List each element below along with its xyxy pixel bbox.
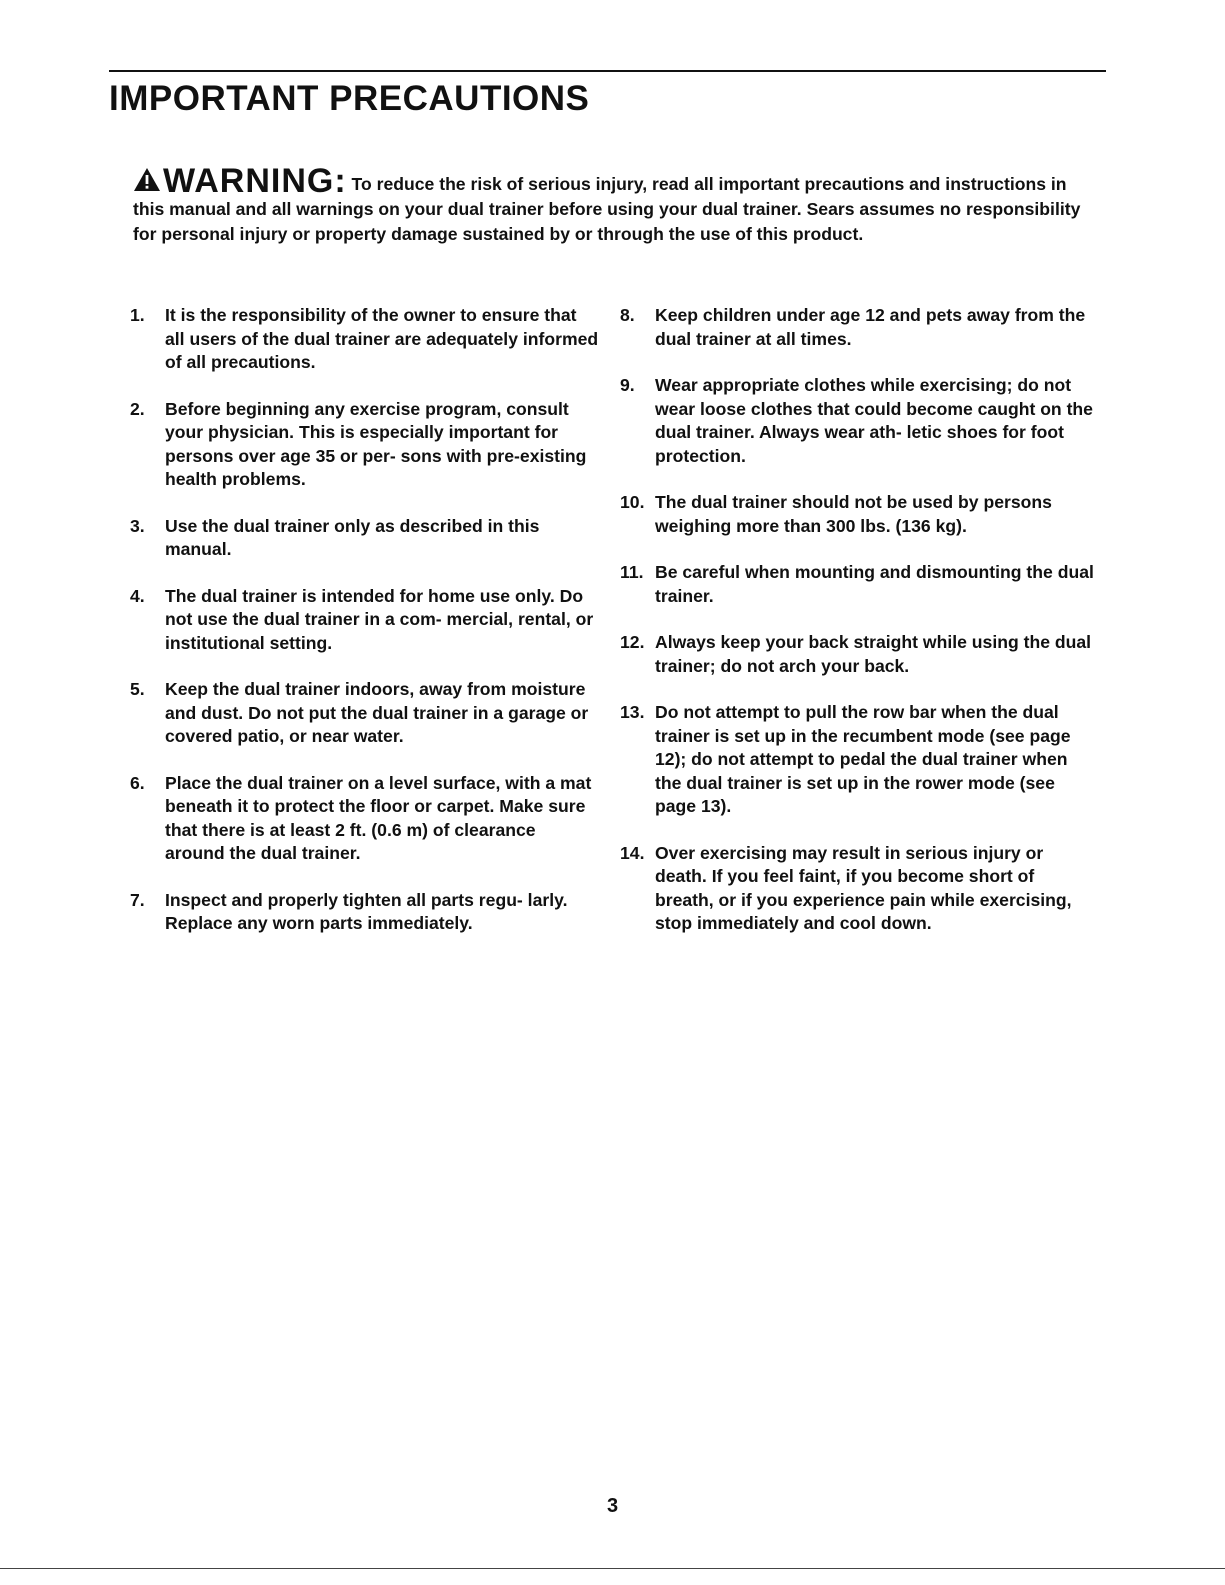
precaution-text: The dual trainer should not be used by persons weighing more than 300 lbs. (136 kg). — [655, 492, 1052, 536]
precaution-item — [130, 678, 600, 749]
precautions-right-column — [620, 304, 1095, 959]
precaution-item — [130, 889, 600, 936]
precautions-left-column — [130, 304, 600, 959]
page-title: IMPORTANT PRECAUTIONS — [109, 79, 590, 118]
precaution-text: Keep children under age 12 and pets away from the dual trainer at all times. — [655, 305, 1086, 349]
precaution-text: Use the dual trainer only as described in this manual. — [165, 515, 540, 559]
warning-label: WARNING — [163, 162, 335, 200]
precaution-number: 7. — [130, 889, 145, 910]
precaution-number: 3. — [130, 515, 145, 536]
precaution-text: Place the dual trainer on a level surface, with a mat beneath it to protect the floor or carpet. Make sure that there is at least 2 ft. (0.6 m) of clearance around the dual trainer. — [165, 772, 592, 863]
precaution-item — [620, 842, 1095, 936]
precaution-number: 14. — [620, 842, 645, 863]
page-number: 3 — [606, 1495, 619, 1517]
precaution-item — [130, 585, 600, 656]
precaution-number: 5. — [130, 679, 145, 699]
precaution-item — [620, 374, 1095, 468]
precaution-text: Be careful when mounting and dismounting the dual trainer. — [655, 562, 1094, 606]
precaution-number: 12. — [620, 632, 645, 652]
precaution-text: Keep the dual trainer indoors, away from moisture and dust. Do not put the dual trainer in a garage or covered patio, or near water. — [165, 679, 589, 746]
precaution-item — [130, 398, 600, 492]
precaution-text: Do not attempt to pull the row bar when the dual trainer is set up in the recumbent mode (see page 12); do not attempt to pedal the dual trainer when the dual trainer is set up in the rower mode (see page 13). — [655, 702, 1071, 816]
precaution-item — [130, 772, 600, 866]
precaution-item — [620, 701, 1095, 819]
precaution-text: Wear appropriate clothes while exercising; do not wear loose clothes that could become caught on the dual trainer. Always wear ath- letic shoes for foot protection. — [655, 375, 1093, 466]
precaution-number: 6. — [130, 772, 145, 793]
precaution-item — [130, 515, 600, 562]
precaution-text: Over exercising may result in serious injury or death. If you feel faint, if you become short of breath, or if you experience pain while exercising, stop immediately and cool down. — [655, 842, 1072, 933]
precaution-item — [620, 631, 1095, 678]
precaution-item — [130, 304, 600, 375]
warning-triangle-icon — [133, 167, 161, 192]
precaution-text: It is the responsibility of the owner to ensure that all users of the dual trainer are adequately informed of all precautions. — [165, 305, 599, 372]
bottom-rule — [0, 1568, 1225, 1569]
precaution-number: 4. — [130, 585, 145, 606]
precaution-item — [620, 561, 1095, 608]
precaution-number: 8. — [620, 305, 635, 325]
precaution-number: 9. — [620, 375, 635, 395]
precaution-text: Always keep your back straight while using the dual trainer; do not arch your back. — [655, 632, 1092, 676]
precaution-number: 2. — [130, 398, 145, 419]
precaution-number: 13. — [620, 702, 645, 722]
precaution-item — [620, 491, 1095, 538]
warning-separator: : — [334, 162, 347, 200]
precaution-number: 1. — [130, 305, 145, 325]
precaution-text: Before beginning any exercise program, consult your physician. This is especially important for persons over age 35 or per- sons with pre-existing health problems. — [165, 398, 587, 489]
top-rule — [109, 70, 1106, 72]
precaution-number: 10. — [620, 492, 645, 512]
warning-block — [133, 162, 1093, 247]
precaution-number: 11. — [620, 562, 644, 582]
precaution-item — [620, 304, 1095, 351]
warning-text: To reduce the risk of serious injury, read all important precautions and instructions in this manual and all warnings on your dual trainer before using your dual trainer. Sears assumes no responsibility for personal injury or property damage sustained by or through the use of this product. — [133, 174, 1081, 244]
precaution-text: Inspect and properly tighten all parts regu- larly. Replace any worn parts immediately. — [165, 889, 568, 933]
precaution-text: The dual trainer is intended for home use only. Do not use the dual trainer in a com- mercial, rental, or institutional setting. — [165, 585, 594, 653]
